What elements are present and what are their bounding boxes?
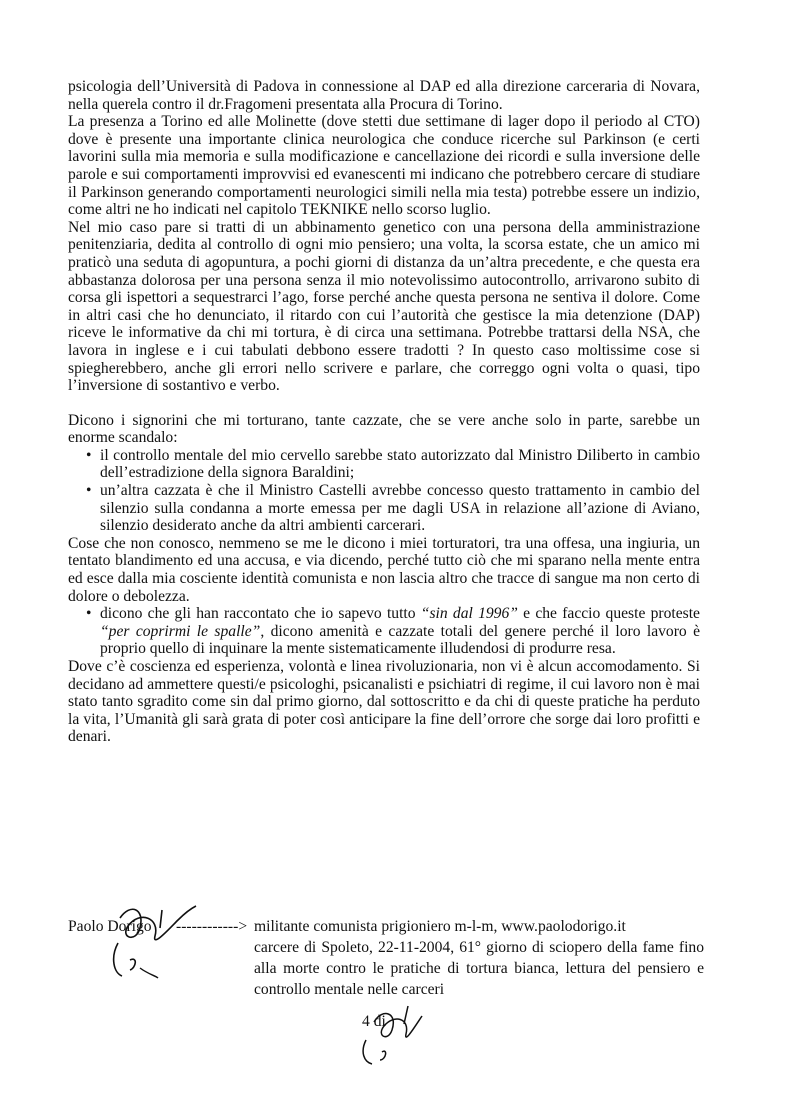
- bullet-3-quote-1: “sin dal 1996”: [420, 605, 518, 623]
- signature-line-1: militante comunista prigioniero m-l-m, www.paolodorigo.it: [254, 918, 626, 935]
- handwritten-signature-1: [100, 898, 210, 988]
- signature-name: Paolo Dorigo: [68, 918, 152, 935]
- paragraph-5: Cose che non conosco, nemmeno se me le dicono i miei torturatori, tra una offesa, una ingiuria, un tentato blandimento ed una accusa, e via dicendo, perché tutto ciò che mi sparano nella mente entra ed esce dalla mia cosciente identità comunista e non lascia altro che tracce di sangue ma non certo di dolore o debolezza.: [68, 534, 700, 605]
- body-text: [68, 78, 700, 746]
- handwritten-initials: [352, 1000, 432, 1070]
- paragraph-6: Dove c’è coscienza ed esperienza, volontà e linea rivoluzionaria, non vi è alcun accomodamento. Si decidano ad ammettere questi/e psicologhi, psicanalisti e psichiatri di regime, il cui lavoro non è mai stato tanto sgradito come sin dal primo giorno, dal sottoscritto e da chi di queste pratiche ha perduto la vita, l’Umanità gli sarà grata di poter così anticipare la fine dell’orrore che sorge dai loro profitti e denari.: [68, 658, 700, 746]
- paragraph-2: La presenza a Torino ed alle Molinette (dove stetti due settimane di lager dopo il periodo al CTO) dove è presente una importante clinica neurologica che conduce ricerche sul Parkinson (e certi lavorini sulla mia memoria e sulla modificazione e cancellazione dei ricordi e sulla inversione delle parole e sui comportamenti improvvisi ed evanescenti mi indicano che potrebbero cercare di studiare il Parkinson generando comportamenti neurologici simili nella mia testa) potrebbe essere un indizio, come altri ne ho indicati nel capitolo TEKNIKE nello scorso luglio.: [68, 113, 700, 219]
- bullet-3-text-b: e che faccio queste proteste: [517, 605, 700, 623]
- bullet-item-2: • un’altra cazzata è che il Ministro Castelli avrebbe concesso questo trattamento in cambio del silenzio sulla condanna a morte emessa per me dagli USA in relazione all’azione di Aviano, silenzio desiderato anche da altri ambienti carcerari.: [68, 482, 700, 535]
- signature-arrow: ------------>: [176, 918, 248, 935]
- bullet-3-quote-2: “per coprirmi le spalle”: [100, 622, 261, 640]
- bullet-list-1: [68, 447, 700, 535]
- signature-details: [254, 916, 704, 1000]
- bullet-list-2: [68, 605, 700, 658]
- bullet-3-text-c: , dicono amenità e cazzate totali del genere perché il loro lavoro è proprio quello di inquinare la mente sistematicamente illudendosi di produrre resa.: [100, 622, 700, 658]
- bullet-3-text-a: dicono che gli han raccontato che io sapevo tutto: [100, 605, 421, 623]
- paragraph-3: Nel mio caso pare si tratti di un abbinamento genetico con una persona della amministrazione penitenziaria, dedita al controllo di ogni mio pensiero; una volta, la scorsa estate, che un amico mi praticò una seduta di agopuntura, a pochi giorni di distanza da un’altra precedente, e che questa era abbastanza dolorosa per una persona senza il mio notevolissimo autocontrollo, arrivarono subito di corsa gli ispettori a sequestrarci l’ago, forse perché anche questa persona ne sentiva il dolore. Come in altri casi che ho denunciato, il ritardo con cui l’autorità che gestisce la mia detenzione (DAP) riceve le informative da chi mi tortura, è di circa una settimana. Potrebbe trattarsi della NSA, che lavora in inglese e i cui tabulati debbono essere tradotti ? In questo caso moltissime cose si spiegherebbero, anche gli errori nello scrivere e parlare, che correggo ogni volta o quasi, tipo l’inversione di sostantivo e verbo.: [68, 218, 700, 395]
- page-number: 4 di: [362, 1013, 386, 1030]
- bullet-item-1: • il controllo mentale del mio cervello sarebbe stato autorizzato dal Ministro Diliberto in cambio dell’estradizione della signora Baraldini;: [68, 447, 700, 482]
- paragraph-1: psicologia dell’Università di Padova in connessione al DAP ed alla direzione carceraria di Novara, nella querela contro il dr.Fragomeni presentata alla Procura di Torino.: [68, 78, 700, 113]
- signature-line-2: carcere di Spoleto, 22-11-2004, 61° giorno di sciopero della fame fino alla morte contro le pratiche di tortura bianca, lettura del pensiero e controllo mentale nelle carceri: [254, 939, 704, 998]
- bullet-item-3: [68, 605, 700, 658]
- spacer: [68, 395, 700, 412]
- paragraph-4: Dicono i signorini che mi torturano, tante cazzate, che se vere anche solo in parte, sarebbe un enorme scandalo:: [68, 411, 700, 447]
